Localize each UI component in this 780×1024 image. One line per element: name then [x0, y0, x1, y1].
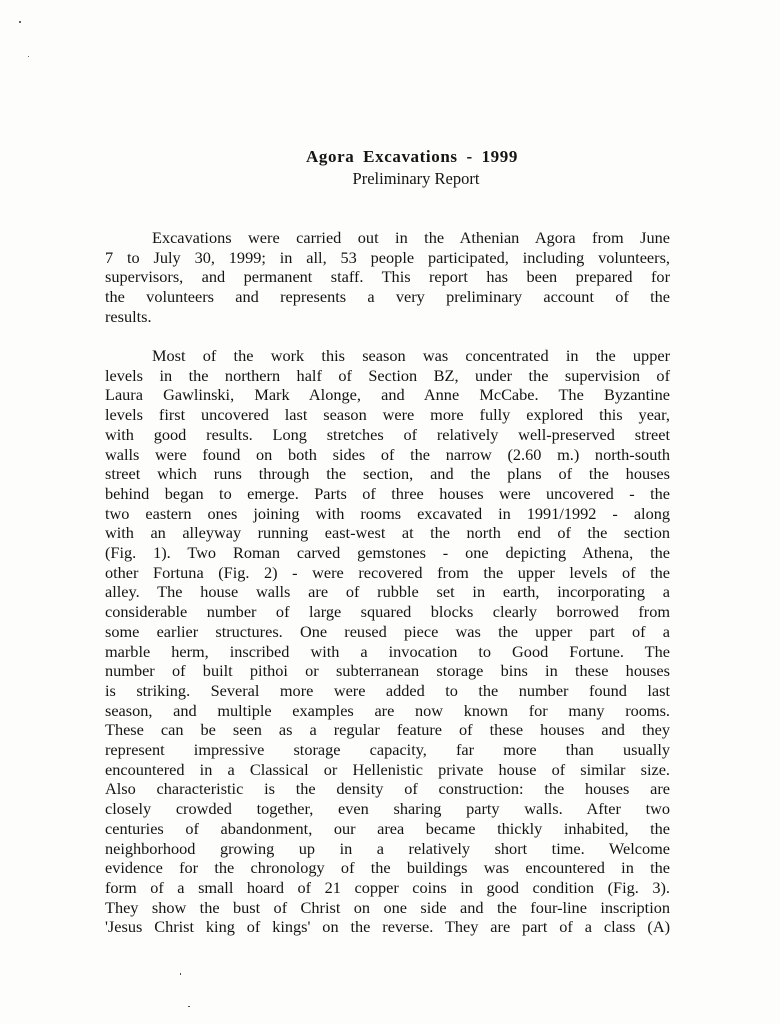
- text-line: form of a small hoard of 21 copper coins in good condition (Fig. 3).: [105, 877, 670, 897]
- scan-speck: [188, 1006, 190, 1007]
- text-line: supervisors, and permanent staff. This report has been prepared for: [105, 267, 670, 287]
- text-line: other Fortuna (Fig. 2) - were recovered from the upper levels of the: [105, 562, 670, 582]
- text-line: encountered in a Classical or Hellenistic private house of similar size.: [105, 759, 670, 779]
- text-line: the volunteers and represents a very preliminary account of the: [105, 287, 670, 307]
- text-line: Most of the work this season was concentrated in the upper: [152, 346, 670, 365]
- text-line: (Fig. 1). Two Roman carved gemstones - one depicting Athena, the: [105, 543, 670, 563]
- text-line: Laura Gawlinski, Mark Alonge, and Anne McCabe. The Byzantine: [105, 385, 670, 405]
- scan-speck: [180, 973, 181, 975]
- text-line: levels in the northern half of Section BZ, under the supervision of: [105, 365, 670, 385]
- text-line: evidence for the chronology of the buildings was encountered in the: [105, 858, 670, 878]
- text-line: walls were found on both sides of the narrow (2.60 m.) north-south: [105, 444, 670, 464]
- text-line: marble herm, inscribed with a invocation to Good Fortune. The: [105, 641, 670, 661]
- text-line: with good results. Long stretches of relatively well-preserved street: [105, 424, 670, 444]
- text-line: centuries of abandonment, our area became thickly inhabited, the: [105, 818, 670, 838]
- text-line: is striking. Several more were added to the number found last: [105, 680, 670, 700]
- text-line: season, and multiple examples are now known for many rooms.: [105, 700, 670, 720]
- paragraph-section-bz: [105, 346, 670, 937]
- text-line: 'Jesus Christ king of kings' on the reverse. They are part of a class (A): [105, 917, 670, 937]
- text-line: results.: [105, 306, 152, 326]
- text-line: 7 to July 30, 1999; in all, 53 people participated, including volunteers,: [105, 247, 670, 267]
- text-line: behind began to emerge. Parts of three houses were uncovered - the: [105, 483, 670, 503]
- text-line: two eastern ones joining with rooms excavated in 1991/1992 - along: [105, 503, 670, 523]
- text-line: some earlier structures. One reused piece was the upper part of a: [105, 621, 670, 641]
- scan-speck: [28, 56, 29, 57]
- report-title: Agora Excavations - 1999: [306, 147, 518, 166]
- text-line: neighborhood growing up in a relatively short time. Welcome: [105, 838, 670, 858]
- text-line: These can be seen as a regular feature of these houses and they: [105, 720, 670, 740]
- text-line: number of built pithoi or subterranean storage bins in these houses: [105, 661, 670, 681]
- report-subtitle: Preliminary Report: [352, 169, 480, 188]
- text-line: Excavations were carried out in the Athenian Agora from June: [152, 228, 670, 247]
- text-line: alley. The house walls are of rubble set in earth, incorporating a: [105, 582, 670, 602]
- text-line: represent impressive storage capacity, far more than usually: [105, 740, 670, 760]
- text-line: Also characteristic is the density of construction: the houses are: [105, 779, 670, 799]
- text-line: considerable number of large squared blocks clearly borrowed from: [105, 602, 670, 622]
- text-line: street which runs through the section, and the plans of the houses: [105, 464, 670, 484]
- paragraph-intro: [105, 228, 670, 327]
- text-line: closely crowded together, even sharing party walls. After two: [105, 799, 670, 819]
- text-line: They show the bust of Christ on one side and the four-line inscription: [105, 897, 670, 917]
- scan-speck: [19, 21, 21, 23]
- report-header: [0, 146, 780, 190]
- text-line: with an alleyway running east-west at the north end of the section: [105, 523, 670, 543]
- text-line: levels first uncovered last season were more fully explored this year,: [105, 405, 670, 425]
